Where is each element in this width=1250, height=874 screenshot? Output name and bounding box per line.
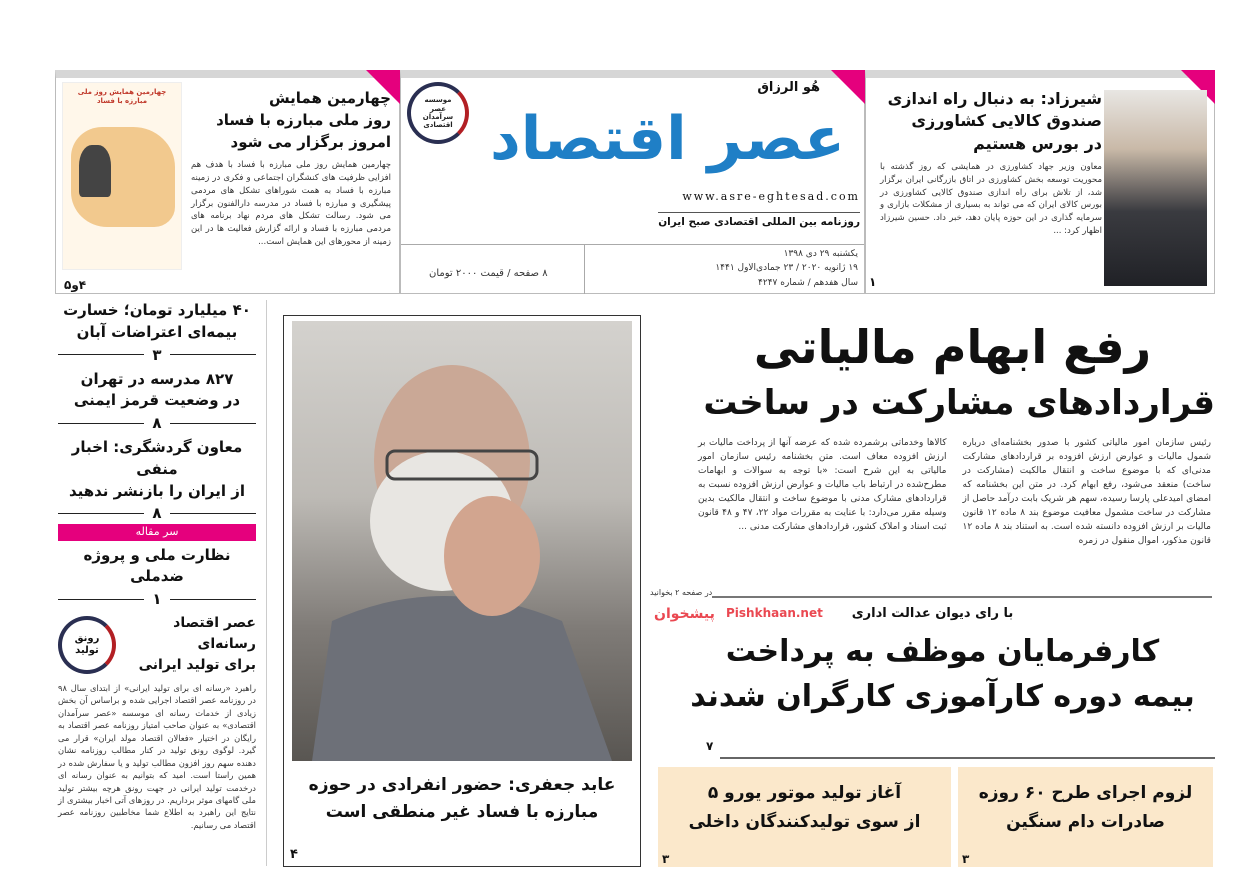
promo-title: برای تولید ایرانی: [138, 657, 256, 674]
headline-line: امروز برگزار می شود: [230, 132, 391, 151]
page-ref: ۱: [152, 590, 162, 609]
headline-line: روز ملی مبارزه با فساد: [216, 110, 391, 129]
headline-line: عابد جعفری: حضور انفرادی در حوزه: [308, 775, 616, 795]
promo-body: راهبرد «رسانه ای برای تولید ایرانی» از ابتدای سال ۹۸ در روزنامه عصر اقتصاد اجرایی شده و براساس آن بخش زیادی از خدمات رسانه ای موسسه «عصر سرآمدان اقتصادی» به عنوان صاحب امتیاز روزنامه عصر اقتصاد به رایگان در اختیار «فعالان اقتصاد مولد ایران» قرار می گیرد. لوگوی رونق تولید در کنار مطالب روزنامه نشان دهنده سهم روز افزون مطالب تولید و یا سفارش شده در همین راستا است. امید که بتوانیم به عنوان رسانه ای درخدمت تولید ایرانی در جهت رونق هرچه بیشتر تولید ملی گامهای موثر برداریم. در روزهای آتی اخبار بیشتری از نتایج این راهبرد به اطلاع شما مخاطبین روزنامه عصر اقتصاد می رسانیم.: [58, 683, 256, 830]
item-title: از ایران را بازنشر ندهید: [68, 481, 246, 500]
jafari-photo: [292, 321, 632, 761]
item-title: ۸۲۷ مدرسه در تهران: [80, 369, 234, 388]
headline-line: چهارمین همایش: [268, 89, 391, 107]
lead-body-right: رئیس سازمان امور مالیاتی کشور با صدور بخشنامه‌ای درباره شمول مالیات و عوارض ارزش افزوده بر قراردادهای مشارکت مدنی‌ای که با موضوع ساخت و انتقال مالکیت (مشارکت در ساخت) منعقد می‌شود، رفع ابهام کرد. در متن این بخشنامه که امضای امیدعلی پارسا رسیده، سهم هر شریک بابت درآمد حاصل از مشارکت در ساخت مشمول معافیت موضوع بند ۸ ماده ۱۲ قانون مالیات بر ارزش افزوده دانسته شده است. به استناد بند ۸ ماده ۱۲ قانون مذکور، اموال منقول در زمره: [962, 438, 1212, 546]
page-ref: ۷: [706, 739, 714, 753]
headline-line: مبارزه با فساد غیر منطقی است: [325, 802, 599, 823]
date-gregorian-hijri: ۱۹ ژانویه ۲۰۲۰ / ۲۳ جمادی‌الاول ۱۴۴۱: [715, 263, 858, 274]
kicker: با رای دیوان عدالت اداری: [851, 606, 1014, 621]
watermark: پیشخوان: [654, 606, 715, 622]
top-left-story[interactable]: [55, 70, 400, 294]
left-column: [58, 300, 256, 831]
headline-line: در بورس هستیم: [973, 133, 1102, 153]
lead-subheadline: قراردادهای مشارکت در ساخت: [703, 382, 1215, 423]
date-persian: یکشنبه ۲۹ دی ۱۳۹۸: [783, 249, 858, 259]
promo-title: عصر اقتصاد رسانه‌ای: [173, 615, 256, 653]
page-ref: ۳: [962, 851, 970, 866]
continue-link[interactable]: در صفحه ۲ بخوانید: [650, 588, 713, 597]
price: ۸ صفحه / قیمت ۲۰۰۰ تومان: [429, 268, 548, 279]
poster-title: چهارمین همایش روز ملی مبارزه با فساد: [77, 88, 167, 106]
item-title: بیمه‌ای اعتراضات آبان: [76, 322, 238, 341]
item-title: در وضعیت قرمز ایمنی: [73, 391, 241, 410]
page-ref: ۱: [869, 274, 877, 289]
masthead: [400, 70, 865, 294]
page-ref: ۳: [152, 345, 162, 364]
item-title: معاون گردشگری: اخبار منفی: [71, 438, 243, 478]
website: www.asre-eghtesad.com: [682, 190, 860, 203]
headline-line: بیمه دوره کارآموزی کارگران شدند: [690, 679, 1195, 715]
page-ref: ۳: [662, 851, 670, 866]
photo-story[interactable]: [283, 315, 641, 867]
promo-box[interactable]: [58, 613, 256, 676]
page-ref: ۸: [152, 414, 162, 432]
watermark-url: Pishkhaan.net: [726, 606, 823, 620]
top-right-story[interactable]: [865, 70, 1215, 294]
editorial-label: سر مقاله: [58, 524, 256, 540]
issue-number: سال هفدهم / شماره ۴۲۴۷: [758, 277, 858, 288]
second-story[interactable]: [650, 603, 1215, 753]
headline-line: شیرزاد: به دنبال راه اندازی: [887, 89, 1102, 108]
story-body: چهارمین همایش روز ملی مبارزه با فساد با هدف هم افزایی ظرفیت های کنشگران اجتماعی و فکری در زمینه مبارزه با فساد به همت شوراهای تشکل های مردمی پیشگیری و مبارزه با فساد در مدرسه دارالفنون برگزار می شود. رسالت تشکل های مردم نهاد برنامه های مردمی مبارزه با فساد و ارائه گزارش فعالیت ها در این زمینه از محورهای این همایش است...: [191, 160, 391, 247]
left-item[interactable]: [58, 369, 256, 433]
page-ref: ۴: [290, 847, 298, 863]
conference-poster: [62, 82, 182, 270]
portrait-silhouette: [292, 321, 632, 761]
editorial-title[interactable]: نظارت ملی و پروژه ضدملی: [83, 545, 231, 586]
headline-line: از سوی تولیدکنندگان داخلی: [688, 811, 921, 832]
page-ref: ۸: [152, 504, 162, 523]
rounagh-tolid-logo: رونق تولید: [58, 616, 116, 674]
headline-line: آغاز تولید موتور یورو ۵: [707, 783, 902, 803]
masthead-subtitle: روزنامه بین المللی اقتصادی صبح ایران: [658, 212, 860, 230]
headline-line: کارفرمایان موظف به پرداخت: [725, 634, 1160, 670]
left-item[interactable]: [58, 437, 256, 522]
page-ref: ۴و۵: [64, 277, 87, 292]
motto: هُو الرزاق: [757, 80, 820, 95]
shirzad-photo: [1104, 90, 1207, 286]
story-body: معاون وزیر جهاد کشاورزی در همایشی که روز گذشته با محوریت توسعه بخش کشاورزی در اتاق بازرگانی ایران برگزار شد، از تلاش برای راه اندازی صندوق کالایی کشاورزی در بورس کالای ایران که می تواند به بسیاری از مشکلات بازاری و سرمایه گذاری در این حوزه پایان دهد، خبر داد. حسین شیرزاد اظهار کرد: ...: [880, 162, 1102, 236]
bottom-story[interactable]: [958, 767, 1213, 867]
newspaper-logo: عصر اقتصاد: [489, 104, 846, 174]
lead-body-left: کالاها وخدماتی برشمرده شده که عرضه آنها از پرداخت مالیات بر ارزش افزوده معاف است. متن بخشنامه رئیس سازمان امور مالیاتی به این شرح است: «با توجه به سوالات و ابهامات مطرح‌شده در ارتباط باب مالیات و عوارض ارزش افزوده نسبت به قراردادهای مشارک مدنی با موضوع ساخت و انتقال مالکیت بدین وسیله مقرر می‌دارد: با عنایت به مقررات مواد ۲۲، ۴۷ و ۴۸ قانون ثبت اسناد و املاک کشور، قراردادهای مشارکت مدنی ...: [698, 438, 947, 533]
seal-logo: موسسه عصر سرآمدان اقتصادی: [407, 82, 469, 144]
lead-headline: رفع ابهام مالیاتی: [753, 320, 1152, 374]
corner-accent: [831, 70, 865, 104]
headline-line: صندوق کالایی کشاورزی: [911, 111, 1102, 131]
left-item[interactable]: [58, 300, 256, 364]
item-title: ۴۰ میلیارد تومان؛ خسارت: [63, 301, 251, 319]
headline-line: لزوم اجرای طرح ۶۰ روزه: [978, 783, 1193, 803]
bottom-story[interactable]: [658, 767, 951, 867]
lead-story[interactable]: [650, 318, 1215, 549]
headline-line: صادرات دام سنگین: [1006, 811, 1165, 832]
